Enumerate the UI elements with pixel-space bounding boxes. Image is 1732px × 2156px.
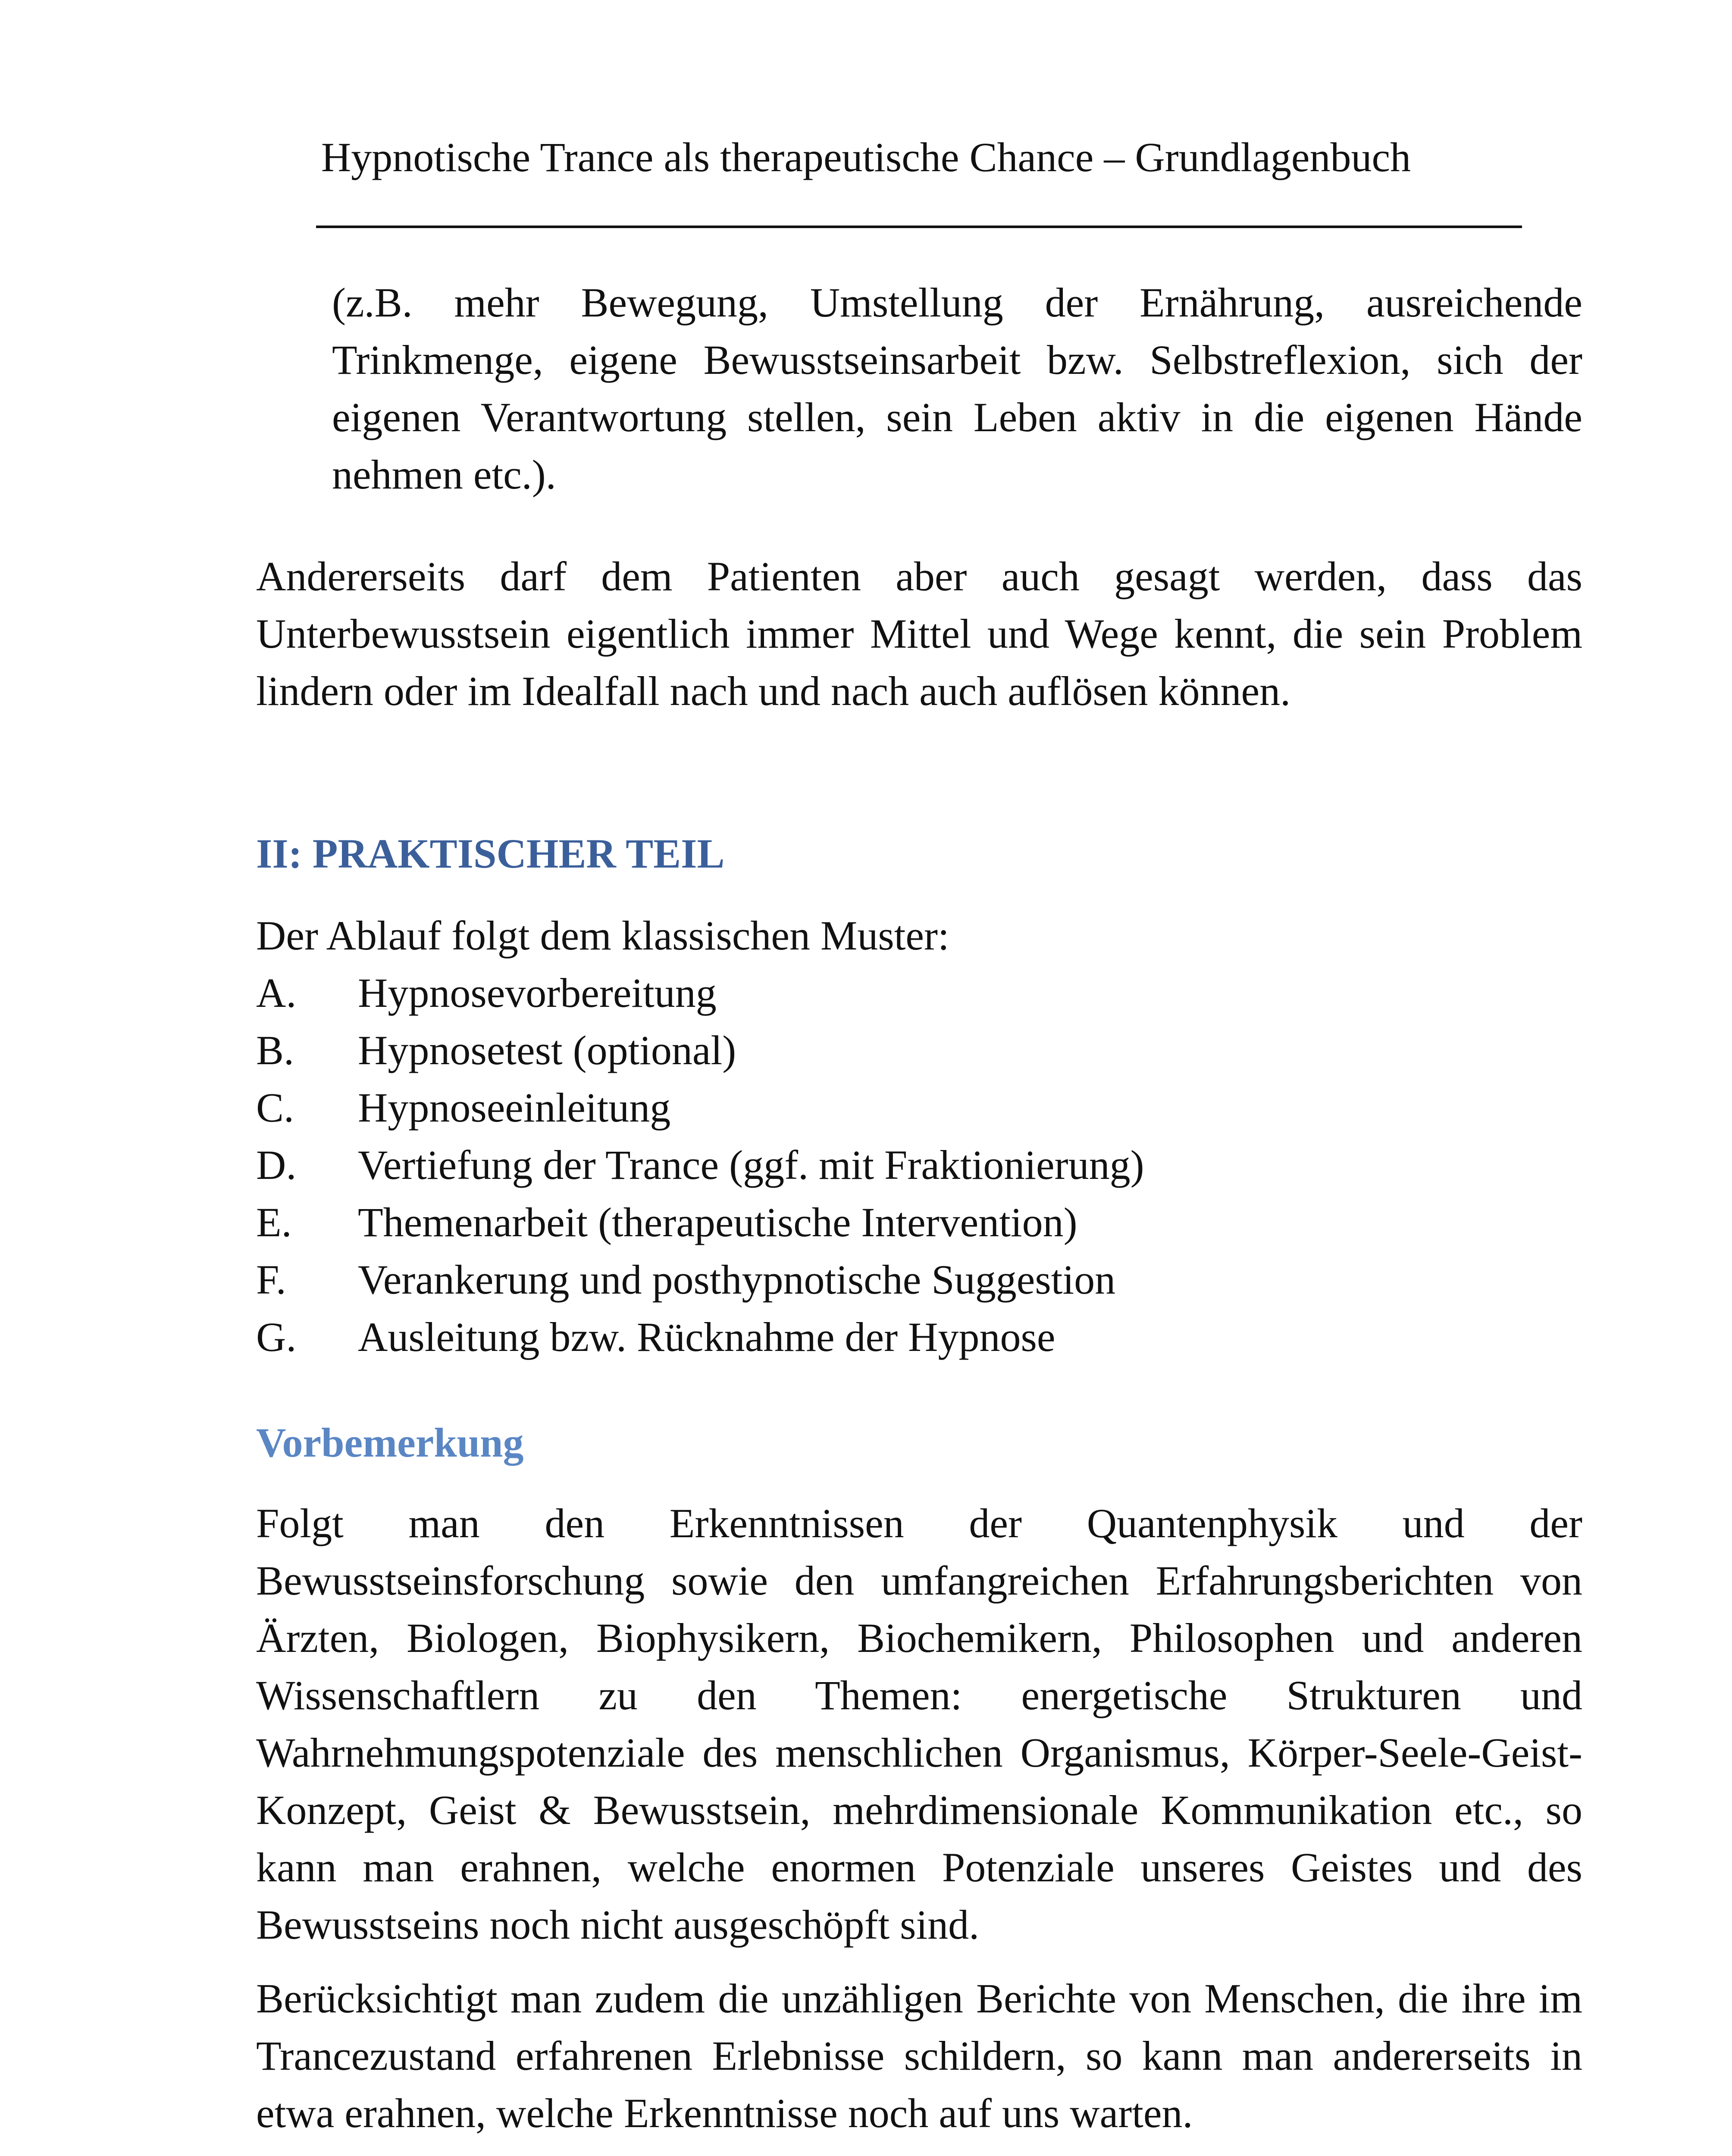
list-item [256,1022,1582,1079]
procedure-intro: Der Ablauf folgt dem klassischen Muster: [256,912,949,959]
step-letter: D. [256,1142,297,1188]
body-paragraph-vorbemerkung: Folgt man den Erkenntnissen der Quantenphysik und der Bewusstseinsforschung sowie den umfangreichen Erfahrungsberichten von Ärzten, Biologen, Biophysikern, Biochemikern, Philosophen und anderen Wissenschaftlern zu den Themen: energetische Strukturen und Wahrnehmungspotenziale des menschlichen Organismus, Körper-Seele-Geist-Konzept, Geist & Bewusstsein, mehrdimensionale Kommunikation etc., so kann man erahnen, welche enormen Potenziale unseres Geistes und des Bewusstseins noch nicht ausgeschöpft sind. [256,1500,1582,1948]
list-item [256,1136,1582,1194]
procedure-steps-list [256,964,1582,1366]
header-rule [316,226,1522,228]
step-text: Vertiefung der Trance (ggf. mit Fraktionierung) [358,1142,1144,1188]
step-letter: B. [256,1027,294,1073]
list-item [256,1251,1582,1308]
list-item [256,1308,1582,1366]
step-text: Hypnoseeinleitung [358,1084,671,1131]
list-item [256,1079,1582,1136]
list-item [256,1194,1582,1251]
step-letter: G. [256,1314,297,1360]
subsection-heading: Vorbemerkung [256,1420,524,1466]
step-text: Hypnosevorbereitung [358,970,717,1016]
body-paragraph-unterbewusstsein: Andererseits darf dem Patienten aber auch gesagt werden, dass das Unterbewusstsein eigentlich immer Mittel und Wege kennt, die sein Problem lindern oder im Idealfall nach und nach auch auflösen können. [256,553,1582,714]
body-paragraph-berichte: Berücksichtigt man zudem die unzähligen Berichte von Menschen, die ihre im Trancezustand erfahrenen Erlebnisse schildern, so kann man andererseits in etwa erahnen, welche Erkenntnisse noch auf uns warten. [256,1975,1582,2136]
step-text: Verankerung und posthypnotische Suggestion [358,1257,1116,1303]
step-text: Ausleitung bzw. Rücknahme der Hypnose [358,1314,1055,1360]
step-letter: C. [256,1084,294,1131]
running-header: Hypnotische Trance als therapeutische Chance – Grundlagenbuch [321,134,1411,180]
step-letter: E. [256,1199,292,1245]
step-text: Hypnosetest (optional) [358,1027,736,1073]
step-letter: F. [256,1257,286,1303]
list-item [256,964,1582,1022]
section-heading: II: PRAKTISCHER TEIL [256,830,725,877]
step-letter: A. [256,970,297,1016]
step-text: Themenarbeit (therapeutische Intervention) [358,1199,1077,1245]
continued-list-text: (z.B. mehr Bewegung, Umstellung der Ernährung, ausreichende Trinkmenge, eigene Bewusstseinsarbeit bzw. Selbstreflexion, sich der eigenen Verantwortung stellen, sein Leben aktiv in die eigenen Hände nehmen etc.). [332,279,1582,498]
